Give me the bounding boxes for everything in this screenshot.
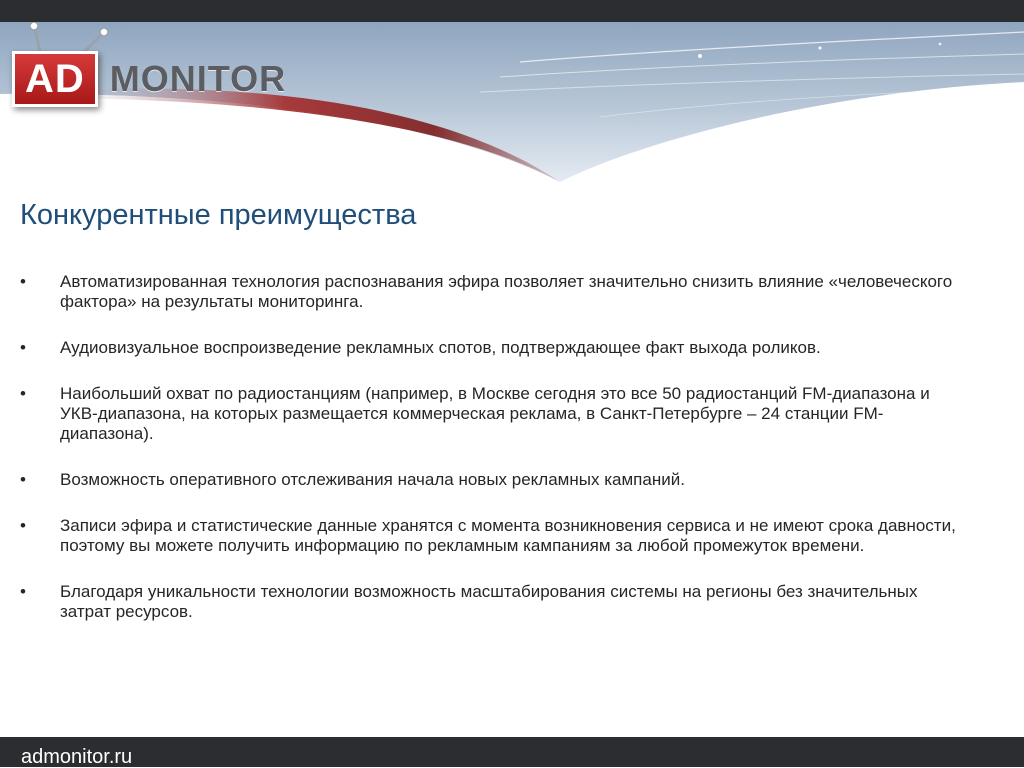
list-item [20, 338, 970, 358]
bullet-icon: • [20, 384, 26, 403]
logo-monitor-word: MONITOR [109, 58, 287, 99]
bullet-icon: • [20, 582, 26, 601]
bullet-icon: • [20, 516, 26, 535]
advantages-list [20, 272, 970, 648]
top-dark-strip [0, 0, 1024, 22]
bullet-text: Благодаря уникальности технологии возможность масштабирования системы на регионы без значительных затрат ресурсов. [60, 582, 918, 621]
list-item [20, 516, 970, 556]
list-item [20, 582, 970, 622]
footer-site-url: admonitor.ru [21, 746, 133, 768]
bullet-icon: • [20, 470, 26, 489]
list-item [20, 470, 970, 490]
bullet-text: Записи эфира и статистические данные хранятся с момента возникновения сервиса и не имеют срока давности, поэтому вы можете получить информацию по рекламным кампаниям за любой промежуток времени. [60, 516, 956, 555]
bullet-icon: • [20, 272, 26, 291]
list-item [20, 272, 970, 312]
logo-ad-block: AD [12, 51, 98, 107]
bullet-text: Автоматизированная технология распознавания эфира позволяет значительно снизить влияние «человеческого фактора» на результаты мониторинга. [60, 272, 953, 311]
bullet-icon: • [20, 338, 26, 357]
list-item [20, 384, 970, 444]
admonitor-logo [12, 50, 286, 108]
bullet-text: Аудиовизуальное воспроизведение рекламных спотов, подтверждающее факт выхода роликов. [60, 338, 821, 357]
bullet-text: Наибольший охват по радиостанциям (например, в Москве сегодня это все 50 радиостанций FM-диапазона и УКВ-диапазона, на которых размещается коммерческая реклама, в Санкт-Петербурге – 24 станции FM-диапазона). [60, 384, 930, 443]
bullet-text: Возможность оперативного отслеживания начала новых рекламных кампаний. [60, 470, 685, 489]
footer-bar [0, 737, 1024, 767]
slide-title: Конкурентные преимущества [20, 199, 417, 231]
header-banner [0, 22, 1024, 192]
